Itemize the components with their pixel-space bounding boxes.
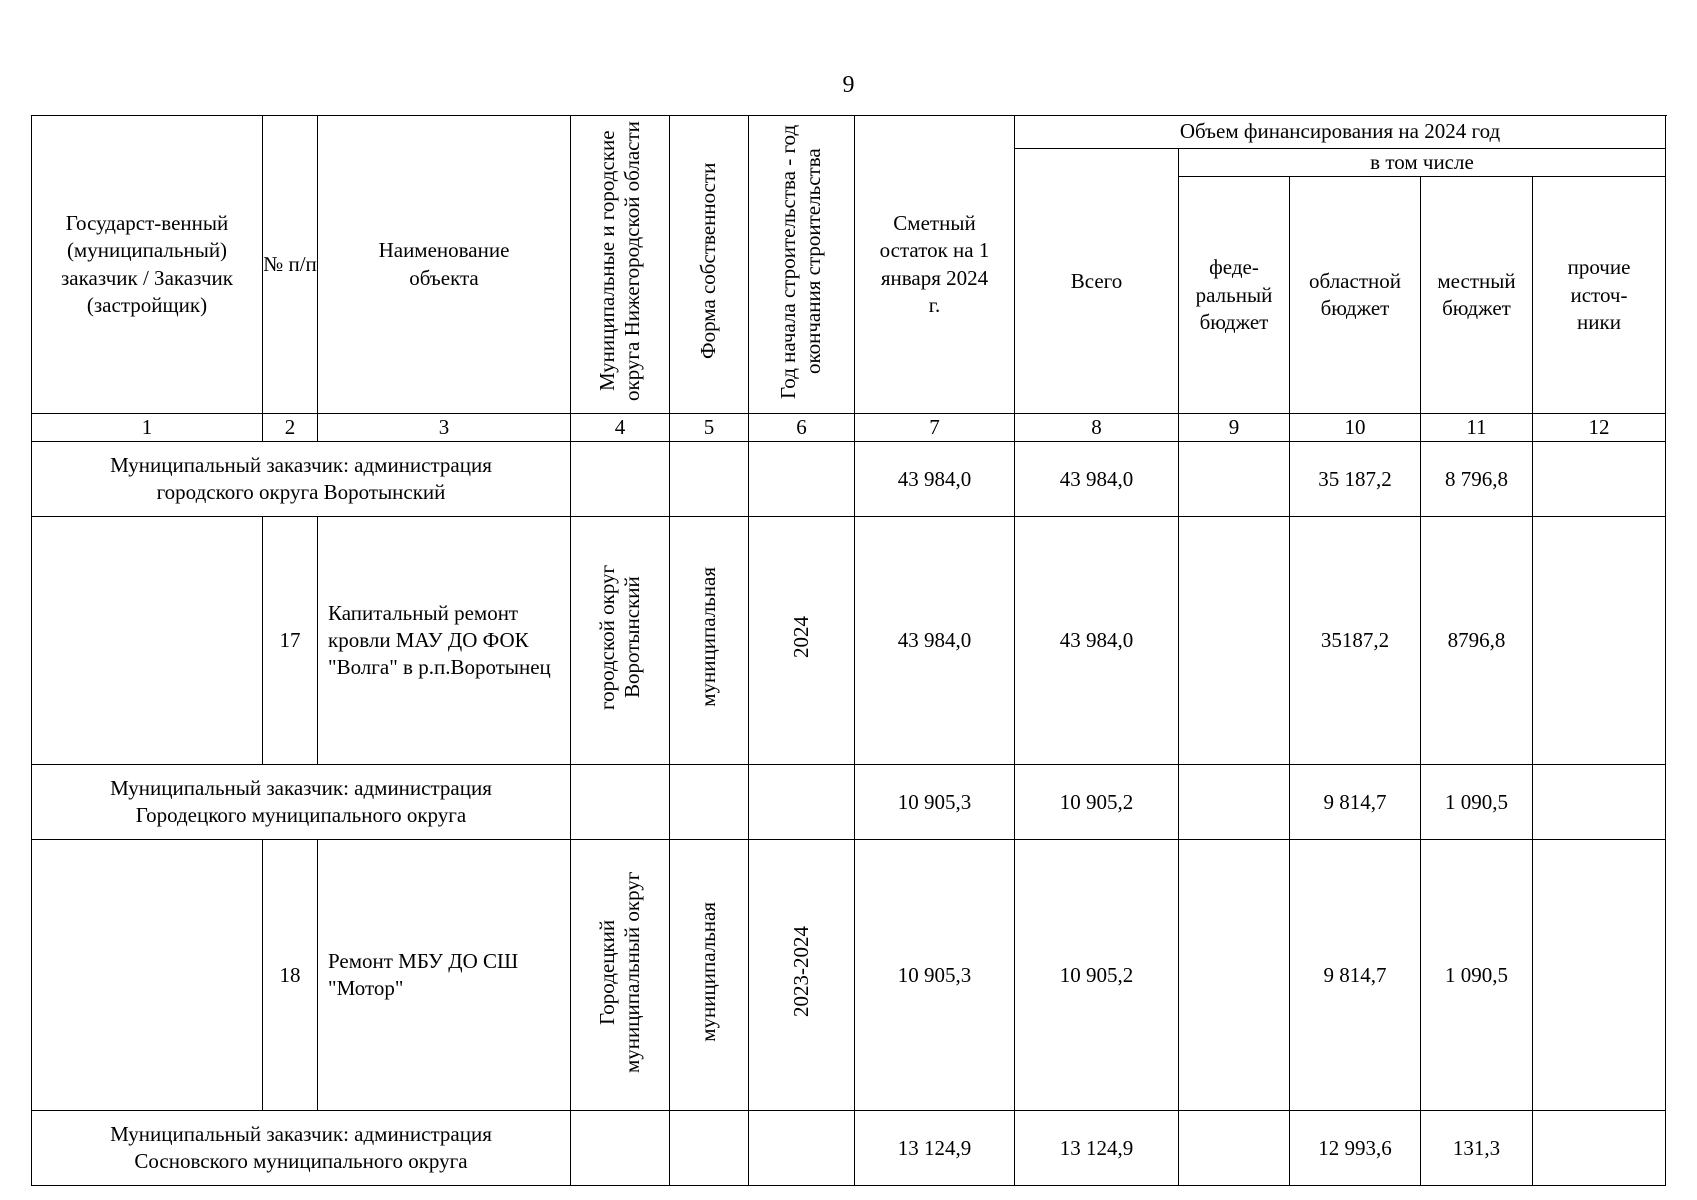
object-years: 2024: [788, 616, 813, 659]
column-number: 4: [571, 414, 670, 442]
total-value: 10 905,2: [1015, 765, 1179, 840]
object-number: 17: [263, 517, 318, 765]
other-value: [1533, 442, 1666, 517]
customer-row: [32, 1111, 1666, 1186]
local-value: 1 090,5: [1421, 840, 1533, 1111]
object-row: [32, 840, 1666, 1111]
other-value: [1533, 840, 1666, 1111]
object-ownership-cell: [670, 517, 749, 765]
header-ownership: Форма собственности: [696, 162, 721, 360]
object-name: Капитальный ремонт кровли МАУ ДО ФОК "Волга" в р.п.Воротынец: [318, 517, 571, 765]
header-local: местный бюджет: [1421, 177, 1533, 414]
estimate-value: 10 905,3: [855, 840, 1015, 1111]
total-value: 10 905,2: [1015, 840, 1179, 1111]
total-value: 43 984,0: [1015, 517, 1179, 765]
object-row: [32, 517, 1666, 765]
customer-row: [32, 442, 1666, 517]
federal-value: [1179, 1111, 1290, 1186]
object-ownership: муниципальная: [696, 901, 721, 1042]
object-name: Ремонт МБУ ДО СШ "Мотор": [318, 840, 571, 1111]
header-customer: Государст-венный (муниципальный) заказчик / Заказчик (застройщик): [32, 116, 263, 414]
header-municipality: Муниципальные и городские округа Нижегородской области: [594, 121, 644, 401]
column-number: 9: [1179, 414, 1290, 442]
column-number: 6: [749, 414, 855, 442]
financing-table: [31, 115, 1666, 1186]
estimate-value: 43 984,0: [855, 442, 1015, 517]
page-number: 9: [842, 72, 855, 98]
estimate-value: 13 124,9: [855, 1111, 1015, 1186]
regional-value: 9 814,7: [1290, 765, 1421, 840]
federal-value: [1179, 517, 1290, 765]
object-municipality: Городецкий муниципальный округ: [594, 870, 644, 1073]
local-value: 131,3: [1421, 1111, 1533, 1186]
local-value: 8 796,8: [1421, 442, 1533, 517]
object-ownership: муниципальная: [696, 567, 721, 708]
federal-value: [1179, 442, 1290, 517]
header-including: в том числе: [1179, 149, 1666, 177]
regional-value: 9 814,7: [1290, 840, 1421, 1111]
header-estimate: Сметный остаток на 1 января 2024 г.: [855, 116, 1015, 414]
column-number: 10: [1290, 414, 1421, 442]
customer-name: Муниципальный заказчик: администрация городского округа Воротынский: [32, 442, 571, 517]
column-number: 2: [263, 414, 318, 442]
local-value: 1 090,5: [1421, 765, 1533, 840]
federal-value: [1179, 765, 1290, 840]
object-ownership-cell: [670, 840, 749, 1111]
estimate-value: 10 905,3: [855, 765, 1015, 840]
other-value: [1533, 517, 1666, 765]
object-years: 2023-2024: [788, 926, 813, 1018]
header-regional: областной бюджет: [1290, 177, 1421, 414]
other-value: [1533, 765, 1666, 840]
column-number: 11: [1421, 414, 1533, 442]
regional-value: 35187,2: [1290, 517, 1421, 765]
header-years-cell: [749, 116, 855, 414]
header-object-name: Наименование объекта: [318, 116, 571, 414]
header-total: Всего: [1015, 149, 1179, 414]
header-years: Год начала строительства - год окончания строительства: [776, 123, 826, 399]
local-value: 8796,8: [1421, 517, 1533, 765]
column-number: 7: [855, 414, 1015, 442]
regional-value: 35 187,2: [1290, 442, 1421, 517]
header-number: № п/п: [263, 116, 318, 414]
total-value: 43 984,0: [1015, 442, 1179, 517]
header-federal: феде-ральный бюджет: [1179, 177, 1290, 414]
column-number: 3: [318, 414, 571, 442]
total-value: 13 124,9: [1015, 1111, 1179, 1186]
header-funding: Объем финансирования на 2024 год: [1015, 116, 1666, 149]
header-ownership-cell: [670, 116, 749, 414]
column-number: 8: [1015, 414, 1179, 442]
column-number: 5: [670, 414, 749, 442]
customer-row: [32, 765, 1666, 840]
object-years-cell: [749, 517, 855, 765]
object-municipality-cell: [571, 840, 670, 1111]
other-value: [1533, 1111, 1666, 1186]
header-municipality-cell: [571, 116, 670, 414]
customer-name: Муниципальный заказчик: администрация Городецкого муниципального округа: [32, 765, 571, 840]
object-municipality-cell: [571, 517, 670, 765]
object-municipality: городской округ Воротынский: [594, 564, 644, 710]
column-number: 1: [32, 414, 263, 442]
object-number: 18: [263, 840, 318, 1111]
customer-name: Муниципальный заказчик: администрация Сосновского муниципального округа: [32, 1111, 571, 1186]
column-number: 12: [1533, 414, 1666, 442]
object-years-cell: [749, 840, 855, 1111]
regional-value: 12 993,6: [1290, 1111, 1421, 1186]
federal-value: [1179, 840, 1290, 1111]
header-other: прочие источ-ники: [1533, 177, 1666, 414]
column-number-row: [32, 414, 1666, 442]
estimate-value: 43 984,0: [855, 517, 1015, 765]
